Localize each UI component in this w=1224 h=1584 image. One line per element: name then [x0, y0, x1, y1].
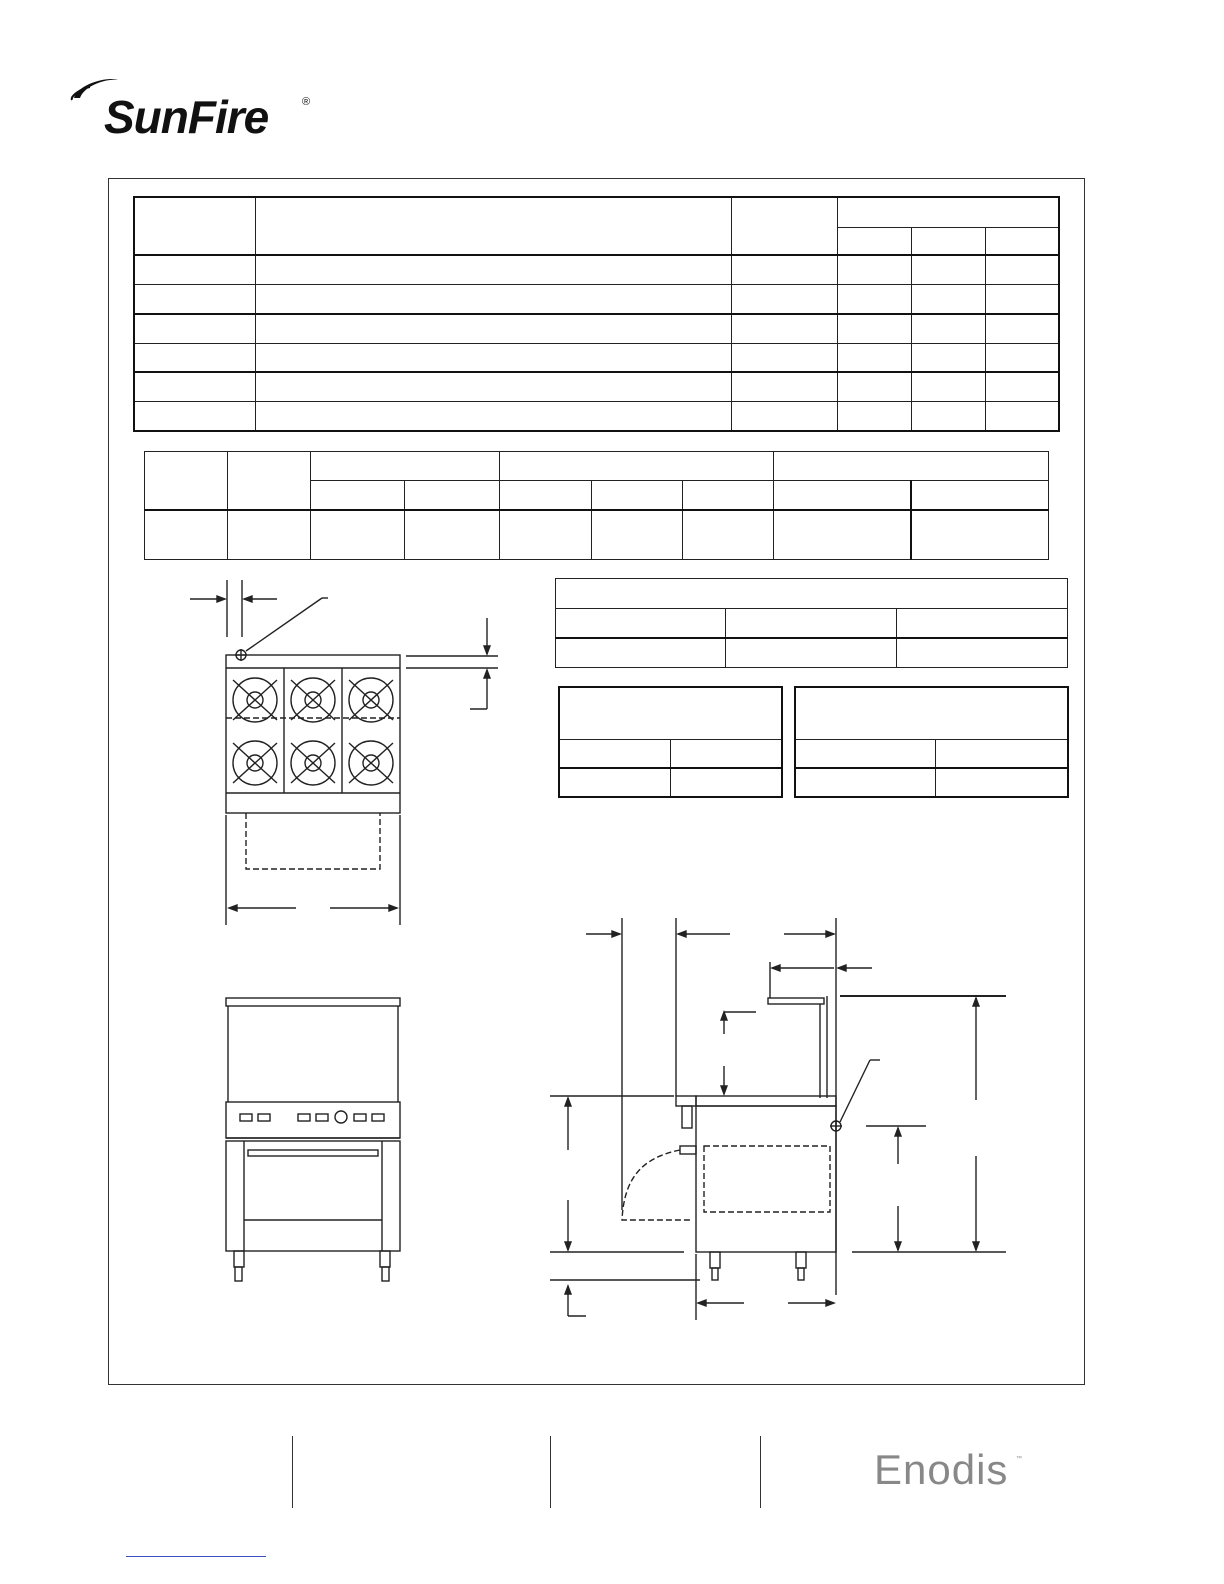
footer-divider: [760, 1436, 761, 1508]
subheader-cell: [837, 227, 911, 255]
table-row: [134, 285, 1059, 314]
table-row: [134, 372, 1059, 401]
burner-grid: [233, 678, 393, 785]
enodis-logo: Enodis: [874, 1446, 1009, 1493]
header-cell: [134, 197, 255, 255]
table-row: [134, 402, 1059, 431]
table-row: [559, 768, 782, 797]
table-row: [134, 255, 1059, 284]
clearance-table-right: [794, 686, 1069, 798]
footer-link-underline[interactable]: [126, 1556, 266, 1557]
sunfire-logo: [68, 62, 328, 152]
enodis-trademark: ™: [1016, 1456, 1022, 1462]
side-view-drawing: [540, 910, 1020, 1330]
clearance-table-left: [558, 686, 783, 798]
logo-registered-mark: ®: [302, 96, 311, 108]
table-row: [134, 314, 1059, 343]
front-view-drawing: [220, 990, 410, 1290]
gas-connection-table: [555, 578, 1068, 668]
model-spec-table: [133, 196, 1060, 432]
footer-divider: [292, 1436, 293, 1508]
table-row: [145, 510, 1049, 560]
subheader-cell: [911, 227, 985, 255]
rating-table: [144, 451, 1049, 560]
header-cell: [837, 197, 1059, 227]
header-cell: [255, 197, 731, 255]
header-cell: [731, 197, 837, 255]
table-row: [134, 343, 1059, 372]
footer-divider: [550, 1436, 551, 1508]
top-view-drawing: [180, 575, 510, 935]
subheader-cell: [985, 227, 1059, 255]
table-row: [795, 768, 1068, 797]
logo-wordmark: SunFire: [104, 91, 269, 143]
table-row: [556, 638, 1068, 668]
